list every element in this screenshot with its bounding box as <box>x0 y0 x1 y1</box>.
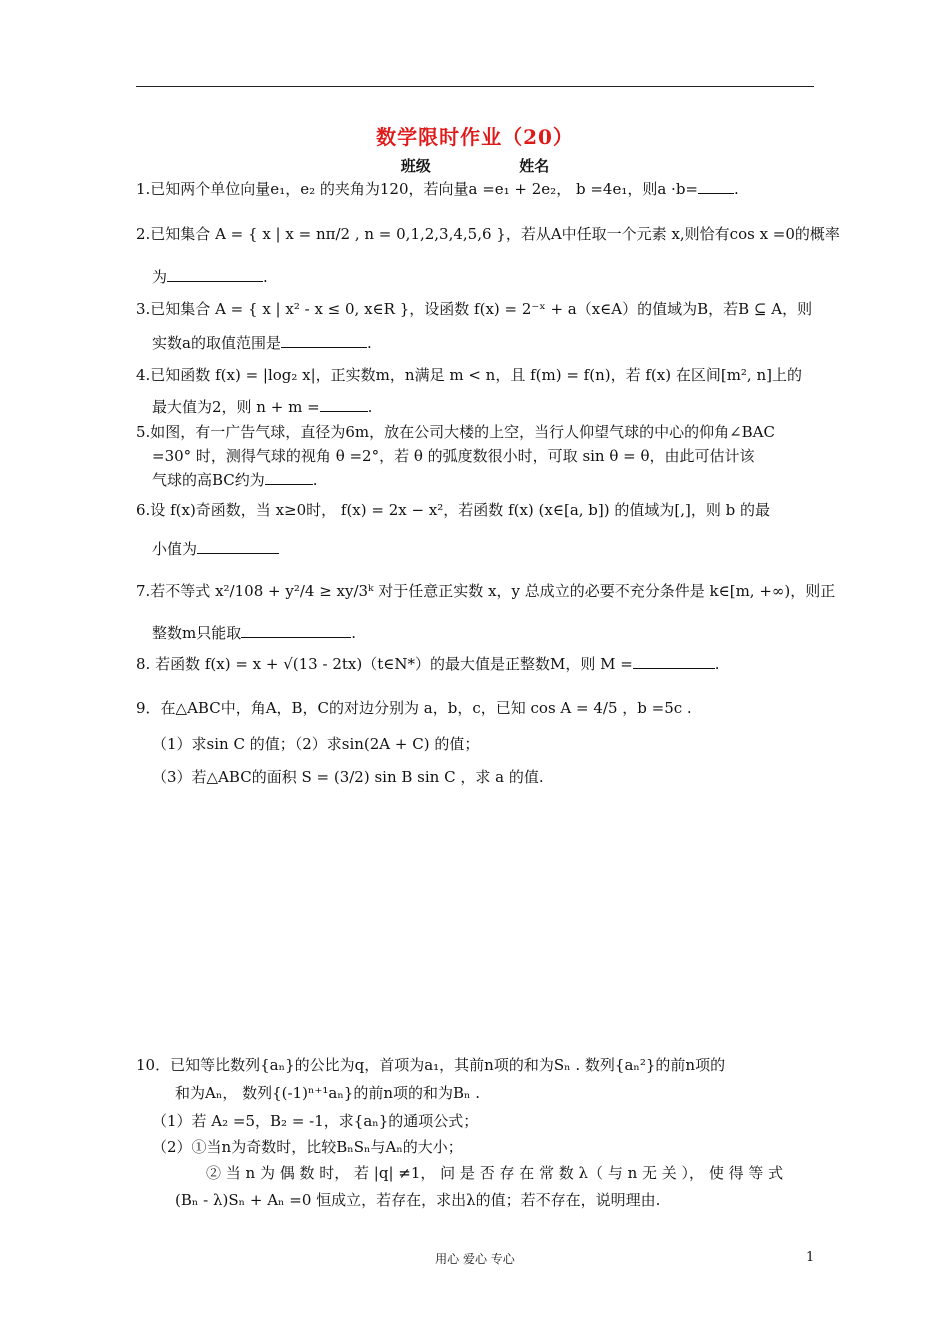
question-10-part-2-2-line-2: (Bₙ - λ)Sₙ + Aₙ =0 恒成立，若存在，求出λ的值；若不存在，说明理由. <box>175 1191 661 1209</box>
question-6-line-1: 6.设 f(x)奇函数，当 x≥0时， f(x) = 2x − x²，若函数 f(x) (x∈[a, b]) 的值域为[,]，则 b 的最 <box>136 501 770 519</box>
question-10-part-1: （1）若 A₂ =5，B₂ = -1，求{aₙ}的通项公式； <box>152 1112 479 1130</box>
question-10-part-2-1: （2）①当n为奇数时，比较BₙSₙ与Aₙ的大小； <box>152 1138 463 1156</box>
question-3-line-2: 实数a的取值范围是 . <box>152 334 372 352</box>
question-9-part-3: （3）若△ABC的面积 S = (3/2) sin B sin C ，求 a 的值. <box>152 768 544 786</box>
question-5-line-2: =30° 时，测得气球的视角 θ =2°，若 θ 的弧度数很小时，可取 sin θ = θ，由此可估计该 <box>152 447 755 465</box>
class-label: 班级 <box>400 157 431 175</box>
question-3-line-1: 3.已知集合 A = { x | x² - x ≤ 0, x∈R }，设函数 f(x) = 2⁻ˣ + a（x∈A）的值域为B，若B ⊆ A，则 <box>136 300 813 318</box>
question-9-part-1-2: （1）求sin C 的值；（2）求sin(2A + C) 的值； <box>152 735 480 753</box>
question-7-line-1: 7.若不等式 x²/108 + y²/4 ≥ xy/3ᵏ 对于任意正实数 x，y 总成立的必要不充分条件是 k∈[m, +∞)，则正 <box>136 582 836 600</box>
name-label: 姓名 <box>519 157 550 175</box>
question-8: 8. 若函数 f(x) = x + √(13 - 2tx)（t∈N*）的最大值是正整数M，则 M = . <box>136 655 720 673</box>
question-2-line-1: 2.已知集合 A = { x | x = nπ/2 , n = 0,1,2,3,4,5,6 }，若从A中任取一个元素 x,则恰有cos x =0的概率 <box>136 225 840 243</box>
page-number: 1 <box>806 1250 815 1265</box>
footer-text: 用心 爱心 专心 <box>435 1252 515 1266</box>
question-10-part-2-2-line-1: ② 当 n 为 偶 数 时， 若 |q| ≠1， 问 是 否 存 在 常 数 λ（ 与 n 无 关 ）， 使 得 等 式 <box>206 1164 784 1182</box>
question-10-line-2: 和为Aₙ， 数列{(-1)ⁿ⁺¹aₙ}的前n项的和为Bₙ . <box>175 1084 481 1102</box>
question-10-line-1: 10．已知等比数列{aₙ}的公比为q，首项为a₁，其前n项的和为Sₙ . 数列{aₙ²}的前n项的 <box>136 1056 726 1074</box>
question-4-line-2: 最大值为2，则 n + m = . <box>152 398 373 416</box>
class-name-row <box>0 155 950 176</box>
question-1: 1.已知两个单位向量e₁，e₂ 的夹角为120，若向量a =e₁ + 2e₂， b =4e₁，则a ·b= . <box>136 180 739 198</box>
header-rule <box>136 86 814 87</box>
question-6-line-2: 小值为 <box>152 538 279 559</box>
question-5-line-1: 5.如图，有一广告气球，直径为6m，放在公司大楼的上空，当行人仰望气球的中心的仰角∠BAC <box>136 423 775 441</box>
question-4-line-1: 4.已知函数 f(x) = |log₂ x|，正实数m，n满足 m < n，且 f(m) = f(n)，若 f(x) 在区间[m², n]上的 <box>136 366 802 384</box>
question-7-line-2: 整数m只能取 . <box>152 624 357 642</box>
question-9-stem: 9．在△ABC中，角A，B，C的对边分别为 a，b，c，已知 cos A = 4/5 ，b =5c . <box>136 699 692 717</box>
page-title: 数学限时作业（20） <box>376 125 574 149</box>
question-2-line-2: 为 . <box>152 268 268 286</box>
question-5-line-3: 气球的高BC约为 . <box>152 471 318 489</box>
